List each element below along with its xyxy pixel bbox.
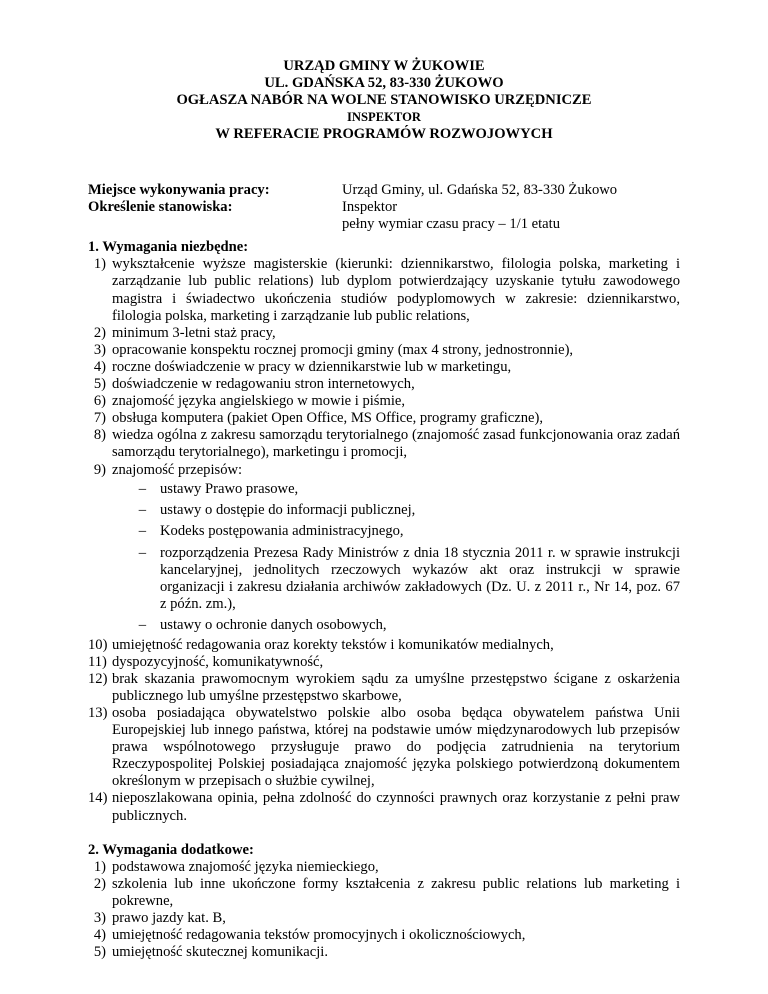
additional-list bbox=[88, 859, 680, 962]
law-item bbox=[88, 521, 680, 542]
list-item-text: prawo jazdy kat. B, bbox=[112, 910, 226, 926]
law-text: ustawy o ochronie danych osobowych, bbox=[160, 617, 387, 634]
list-item-text: minimum 3-letni staż pracy, bbox=[112, 324, 276, 341]
list-item bbox=[88, 462, 680, 479]
announcement-title: OGŁASZA NABÓR NA WOLNE STANOWISKO URZĘDNICZE bbox=[176, 92, 592, 108]
list-item bbox=[88, 427, 680, 461]
list-item-text: umiejętność skutecznej komunikacji. bbox=[112, 944, 329, 961]
position-value: Inspektor bbox=[342, 199, 398, 216]
list-item-text: umiejętność redagowania tekstów promocyjnych i okolicznościowych, bbox=[112, 927, 526, 944]
laws-list bbox=[88, 479, 680, 637]
list-item-number: 8) bbox=[93, 427, 106, 444]
list-item-number: 1) bbox=[93, 256, 106, 273]
list-item-number: 1) bbox=[93, 858, 106, 875]
list-item bbox=[88, 256, 680, 324]
place-value: Urząd Gminy, ul. Gdańska 52, 83-330 Żukowo bbox=[342, 182, 618, 198]
list-item-number: 6) bbox=[93, 393, 106, 410]
announcement-header bbox=[88, 58, 680, 143]
position-label: Określenie stanowiska: bbox=[88, 199, 233, 216]
list-item bbox=[88, 376, 680, 393]
list-item bbox=[88, 944, 680, 961]
list-item bbox=[88, 654, 680, 671]
list-item-number: 12) bbox=[88, 670, 108, 687]
law-text: ustawy o dostępie do informacji publicznej, bbox=[160, 502, 416, 518]
list-item-text: umiejętność redagowania oraz korekty tekstów i komunikatów medialnych, bbox=[112, 636, 554, 653]
list-item-number: 11) bbox=[88, 653, 107, 670]
section-1-title: 1. Wymagania niezbędne: bbox=[88, 239, 249, 256]
required-list bbox=[88, 256, 680, 478]
law-text: Kodeks postępowania administracyjnego, bbox=[160, 523, 404, 540]
list-item-text: podstawowa znajomość języka niemieckiego, bbox=[112, 858, 379, 875]
office-address: UL. GDAŃSKA 52, 83-330 ŻUKOWO bbox=[264, 75, 504, 91]
list-item bbox=[88, 637, 680, 654]
list-item-text: dyspozycyjność, komunikatywność, bbox=[112, 653, 324, 670]
list-item-text: brak skazania prawomocnym wyrokiem sądu za umyślne przestępstwo ścigane z oskarżenia publicznego lub umyślne przestępstwo skarbowe, bbox=[112, 670, 680, 704]
dash-bullet: – bbox=[138, 617, 146, 634]
dash-bullet: – bbox=[138, 480, 146, 497]
list-item bbox=[88, 910, 680, 927]
job-info bbox=[88, 182, 680, 233]
list-item-number: 3) bbox=[93, 910, 106, 926]
required-list-continued bbox=[88, 637, 680, 825]
list-item-text: obsługa komputera (pakiet Open Office, MS Office, programy graficzne), bbox=[112, 410, 544, 427]
list-item bbox=[88, 342, 680, 359]
list-item-number: 2) bbox=[93, 324, 106, 341]
law-item bbox=[88, 500, 680, 521]
list-item-text: znajomość języka angielskiego w mowie i piśmie, bbox=[112, 393, 406, 410]
list-item-text: znajomość przepisów: bbox=[112, 461, 243, 478]
list-item-text: roczne doświadczenie w pracy w dziennikarstwie lub w marketingu, bbox=[112, 358, 512, 375]
law-text: rozporządzenia Prezesa Rady Ministrów z dnia 18 stycznia 2011 r. w sprawie instrukcji kancelaryjnej, jednolitych rzeczowych wykazów akt oraz instrukcji w sprawie organizacji i zakresu działania archiwów zakładowych (Dz. U. z 2011 r., Nr 14, poz. 67 z późn. zm.), bbox=[160, 544, 680, 613]
list-item-text: nieposzlakowana opinia, pełna zdolność do czynności prawnych oraz korzystanie z pełni praw publicznych. bbox=[112, 790, 680, 824]
list-item bbox=[88, 705, 680, 790]
dash-bullet: – bbox=[138, 502, 146, 518]
working-time-value: pełny wymiar czasu pracy – 1/1 etatu bbox=[342, 216, 561, 233]
list-item-number: 5) bbox=[93, 376, 106, 393]
list-item bbox=[88, 325, 680, 342]
list-item-text: opracowanie konspektu rocznej promocji gminy (max 4 strony, jednostronnie), bbox=[112, 341, 574, 358]
list-item bbox=[88, 790, 680, 824]
list-item-number: 10) bbox=[88, 636, 108, 653]
place-label: Miejsce wykonywania pracy: bbox=[88, 182, 270, 198]
list-item-number: 7) bbox=[93, 410, 106, 427]
position-title: INSPEKTOR bbox=[347, 110, 421, 124]
list-item-number: 5) bbox=[93, 944, 106, 961]
list-item bbox=[88, 410, 680, 427]
section-2-title: 2. Wymagania dodatkowe: bbox=[88, 841, 254, 858]
list-item-text: wykształcenie wyższe magisterskie (kierunki: dziennikarstwo, filologia polska, marketing i zarządzanie lub public relations) lub dyplom potwierdzający uzyskanie tytułu zawodowego magistra i świadectwo ukończenia studiów podyplomowych w zakresie: dziennikarstwo, filologia polska, marketing i zarządzanie lub public relations, bbox=[112, 256, 680, 324]
list-item-number: 4) bbox=[93, 927, 106, 944]
dash-bullet: – bbox=[138, 544, 146, 561]
list-item-number: 3) bbox=[93, 341, 106, 358]
office-name: URZĄD GMINY W ŻUKOWIE bbox=[283, 58, 485, 74]
list-item-text: szkolenia lub inne ukończone formy kształcenia z zakresu public relations lub marketing i pokrewne, bbox=[112, 875, 680, 909]
list-item-text: wiedza ogólna z zakresu samorządu terytorialnego (znajomość zasad funkcjonowania oraz zadań samorządu terytorialnego), marketingu i promocji, bbox=[112, 427, 680, 461]
law-item bbox=[88, 615, 680, 636]
list-item-number: 14) bbox=[88, 790, 108, 807]
list-item bbox=[88, 359, 680, 376]
list-item-number: 9) bbox=[93, 461, 106, 478]
list-item bbox=[88, 927, 680, 944]
department-name: W REFERACIE PROGRAMÓW ROZWOJOWYCH bbox=[215, 126, 553, 142]
list-item bbox=[88, 876, 680, 910]
law-text: ustawy Prawo prasowe, bbox=[160, 480, 299, 497]
list-item-text: osoba posiadająca obywatelstwo polskie albo osoba będąca obywatelem państwa Unii Europejskiej lub innego państwa, której na podstawie umów międzynarodowych lub przepisów prawa wspólnotowego przysługuje prawo do podjęcia zatrudnienia na terytorium Rzeczypospolitej Polskiej posiadająca znajomość języka polskiego potwierdzoną dokumentem określonym w przepisach o służbie cywilnej, bbox=[112, 704, 680, 790]
list-item-text: doświadczenie w redagowaniu stron internetowych, bbox=[112, 376, 415, 393]
list-item-number: 2) bbox=[93, 875, 106, 892]
law-item bbox=[88, 479, 680, 500]
list-item bbox=[88, 393, 680, 410]
law-item bbox=[88, 543, 680, 615]
dash-bullet: – bbox=[138, 523, 146, 540]
list-item-number: 13) bbox=[88, 704, 108, 721]
list-item bbox=[88, 671, 680, 705]
list-item-number: 4) bbox=[93, 358, 106, 375]
list-item bbox=[88, 859, 680, 876]
